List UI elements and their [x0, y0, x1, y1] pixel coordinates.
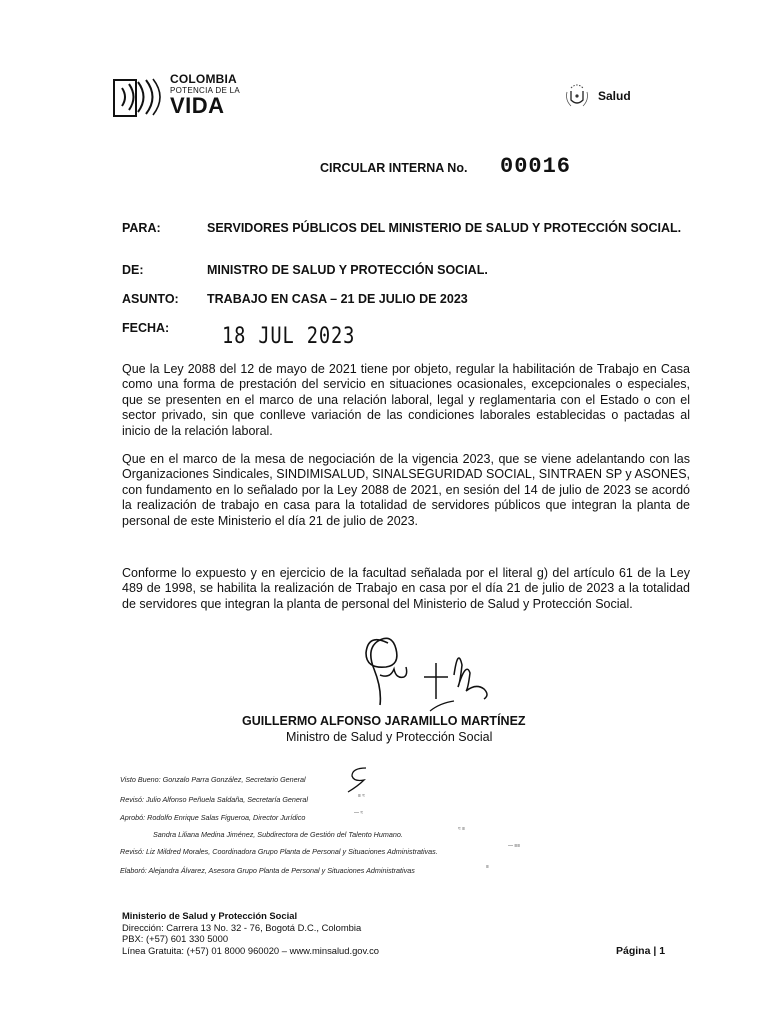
logo-vida: VIDA — [170, 93, 225, 118]
review-line-1: Visto Bueno: Gonzalo Parra González, Secretario General — [120, 775, 306, 784]
paragraph-2: Que en el marco de la mesa de negociación de la vigencia 2023, que se viene adelantando con las Organizaciones Sindicales, SINDIMISALUD, SINALSEGURIDAD SOCIAL, SINTRAEN SP y ASONES, con fundamento en lo señalado por la Ley 2088 de 2021, en sesión del 14 de julio de 2023 se acordó la realización de trabajo en casa para la totalidad de servidores públicos que integran la planta de personal de este Ministerio el día 21 de julio de 2023. — [122, 452, 691, 528]
footer-org: Ministerio de Salud y Protección Social — [122, 910, 298, 921]
de-label: DE: — [122, 263, 144, 277]
asunto-value: TRABAJO EN CASA – 21 DE JULIO DE 2023 — [207, 292, 468, 306]
para-label: PARA: — [122, 221, 161, 235]
logo-wordmark — [170, 72, 240, 117]
paragraph-3: Conforme lo expuesto y en ejercicio de la facultad señalada por el literal g) del artículo 61 de la Ley 489 de 1998, se habilita la realización de Trabajo en casa por el día 21 de julio de 2023 a la totalidad de servidores que integran la planta de personal del Ministerio de Salud y Protección Social. — [122, 566, 690, 611]
page-number: Página | 1 — [616, 945, 666, 957]
de-value: MINISTRO DE SALUD Y PROTECCIÓN SOCIAL. — [207, 263, 488, 277]
fecha-label: FECHA: — [122, 321, 170, 335]
colombia-vida-logo — [112, 72, 252, 122]
salud-wordmark: Salud — [598, 89, 631, 103]
review-line-3: Aprobó: Rodolfo Enrique Salas Figueroa, Director Jurídico — [120, 813, 306, 822]
review-line-5: Revisó: Liz Mildred Morales, Coordinadora Grupo Planta de Personal y Situaciones Administrativas. — [120, 847, 438, 856]
initials-mark: ≈ ≡ — [458, 826, 466, 832]
initials-mark: ≡ ≈ — [358, 793, 366, 799]
logo-country: COLOMBIA — [170, 72, 237, 86]
para-value: SERVIDORES PÚBLICOS DEL MINISTERIO DE SALUD Y PROTECCIÓN SOCIAL. — [207, 221, 682, 235]
footer-hotline: Línea Gratuita: (+57) 01 8000 960020 – www.minsalud.gov.co — [122, 944, 380, 956]
initials-mark: ≡ — [486, 864, 489, 870]
initials-signature — [340, 764, 380, 794]
initials-mark: — ≡≡ — [508, 843, 521, 849]
handwritten-signature — [350, 625, 520, 715]
fecha-stamp: 18 JUL 2023 — [222, 324, 356, 349]
logo-tagline: POTENCIA DE LA — [170, 86, 240, 95]
circular-number: 00016 — [500, 154, 572, 179]
review-line-6: Elaboró: Alejandra Álvarez, Asesora Grupo Planta de Personal y Situaciones Administrativas — [120, 866, 415, 875]
asunto-label: ASUNTO: — [122, 292, 179, 306]
footer-address: Dirección: Carrera 13 No. 32 - 76, Bogotá D.C., Colombia — [122, 921, 362, 933]
review-line-4: Sandra Liliana Medina Jiménez, Subdirectora de Gestión del Talento Humano. — [153, 830, 403, 839]
colombia-logo-icon — [112, 74, 162, 120]
initials-mark: — ≈ — [354, 810, 364, 816]
coat-of-arms-icon — [562, 80, 592, 110]
salud-logo — [562, 80, 652, 112]
circular-label: CIRCULAR INTERNA No. — [320, 161, 468, 175]
signer-name: GUILLERMO ALFONSO JARAMILLO MARTÍNEZ — [242, 714, 526, 728]
paragraph-1: Que la Ley 2088 del 12 de mayo de 2021 tiene por objeto, regular la habilitación de Trabajo en Casa como una forma de prestación del servicio en situaciones ocasionales, excepcionales o especiales, que se presenten en el marco de una relación laboral, legal y reglamentaria con el Estado o con el sector privado, sin que conlleve variación de las condiciones laborales establecidas o pactadas al inicio de la relación laboral. — [122, 362, 690, 438]
footer-contact — [122, 910, 379, 956]
footer-pbx: PBX: (+57) 601 330 5000 — [122, 933, 229, 944]
review-line-2: Revisó: Julio Alfonso Peñuela Saldaña, Secretaría General — [120, 795, 308, 804]
signer-title: Ministro de Salud y Protección Social — [286, 730, 493, 744]
